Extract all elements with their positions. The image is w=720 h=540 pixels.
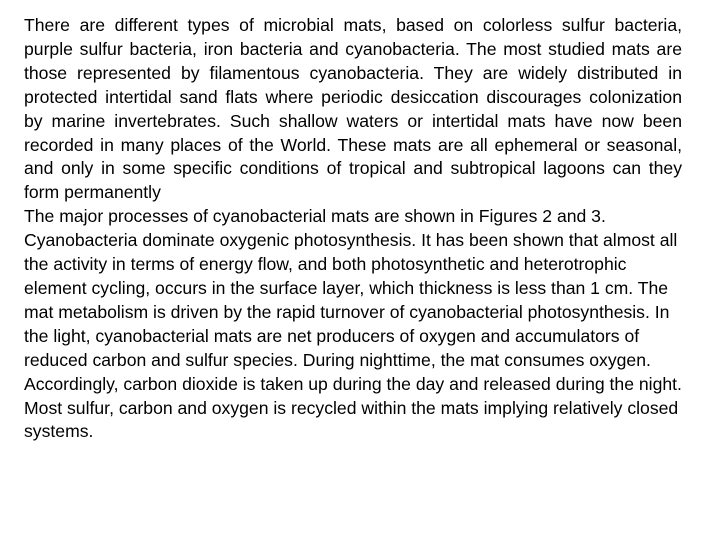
paragraph-microbial-mat-types: There are different types of microbial mats, based on colorless sulfur bacteria, purple sulfur bacteria, iron bacteria and cyanobacteria. The most studied mats are those represented by filamentous cyanobacteria. They are widely distributed in protected intertidal sand flats where periodic desiccation discourages colonization by marine invertebrates. Such shallow waters or intertidal mats have now been recorded in many places of the World. These mats are all ephemeral or seasonal, and only in some specific conditions of tropical and subtropical lagoons can they form permanently — [24, 15, 682, 203]
paragraph-cyanobacterial-mat-processes: The major processes of cyanobacterial mats are shown in Figures 2 and 3. Cyanobacteria dominate oxygenic photosynthesis. It has been shown that almost all the activity in terms of energy flow, and both photosynthetic and heterotrophic element cycling, occurs in the surface layer, which thickness is less than 1 cm. The mat metabolism is driven by the rapid turnover of cyanobacterial photosynthesis. In the light, cyanobacterial mats are net producers of oxygen and accumulators of reduced carbon and sulfur species. During nighttime, the mat consumes oxygen. Accordingly, carbon dioxide is taken up during the day and released during the night. Most sulfur, carbon and oxygen is recycled within the mats implying relatively closed systems. — [24, 206, 682, 442]
document-body — [24, 14, 682, 444]
